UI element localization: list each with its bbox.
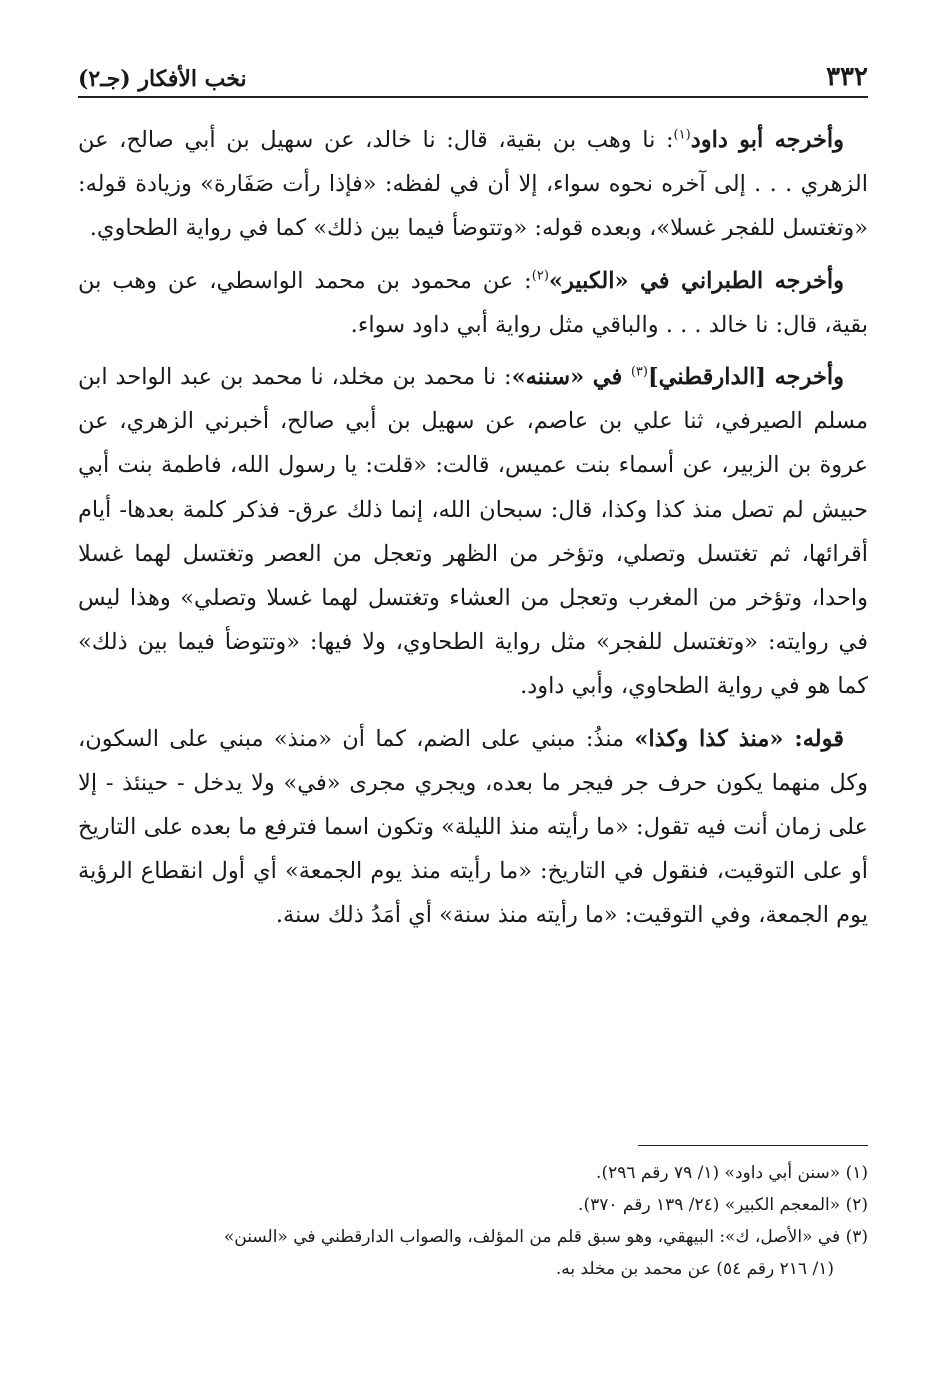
footnote-ref: (٣) (630, 364, 648, 380)
footnotes (78, 1158, 868, 1284)
paragraph-daraqutni (78, 355, 868, 709)
footnote-ref: (٢) (531, 268, 549, 284)
paragraph-lead: قوله: «منذ كذا وكذا» (634, 725, 845, 752)
paragraph-text: : نا وهب بن بقية، قال: نا خالد، عن سهيل بن أبي صالح، عن الزهري . . . إلى آخره نحوه سواء، إلا أن في لفظه: «فإذا رأت صَفَارة» وزيادة قوله: «وتغتسل للفجر غسلا»، وبعده قوله: «وتتوضأ فيما بين ذلك» كما في رواية الطحاوي. (78, 127, 868, 242)
footnote-3: (٣) في «الأصل، ك»: البيهقي، وهو سبق قلم من المؤلف، والصواب الدارقطني في «السنن» (223, 1227, 868, 1247)
paragraph-abu-dawud (78, 118, 868, 251)
page-header (78, 56, 868, 98)
running-title: نخب الأفكار (جـ٢) (78, 66, 247, 92)
paragraph-lead-continued: في «سننه» (511, 364, 631, 391)
paragraph-lead: وأخرجه الطبراني في «الكبير» (548, 267, 845, 294)
footnote-3-continuation: (١/ ٢١٦ رقم ٥٤) عن محمد بن مخلد به. (555, 1259, 834, 1279)
paragraph-text: : عن محمود بن محمد الواسطي، عن وهب بن بقية، قال: نا خالد . . . والباقي مثل رواية أبي داود سواء. (78, 267, 868, 338)
page-number: ٣٣٢ (826, 62, 868, 92)
footnote-1: (١) «سنن أبي داود» (١/ ٧٩ رقم ٢٩٦). (596, 1163, 868, 1183)
paragraph-mundhu (78, 717, 868, 938)
footnote-separator (638, 1145, 868, 1146)
footnote-ref: (١) (673, 127, 691, 143)
paragraph-tabarani (78, 259, 868, 347)
paragraph-lead: وأخرجه أبو داود (690, 127, 844, 153)
footnote-2: (٢) «المعجم الكبير» (٢٤/ ١٣٩ رقم ٣٧٠). (578, 1195, 868, 1215)
main-text (78, 118, 868, 946)
paragraph-text: : نا محمد بن مخلد، نا محمد بن عبد الواحد ابن مسلم الصيرفي، ثنا علي بن عاصم، عن سهيل بن أبي صالح، أخبرني الزهري، عن عروة بن الزبير، عن أسماء بنت عميس، قالت: «قلت: يا رسول الله، فاطمة بنت أبي حبيش لم تصل منذ كذا وكذا، قال: سبحان الله، إنما ذلك عرق- فذكر كلمة بعدها- أيام أقرائها، ثم تغتسل وتصلي، وتؤخر من الظهر وتعجل من العصر وتغتسل لهما غسلا واحدا، وتؤخر من المغرب وتعجل من العشاء وتغتسل لهما غسلا وتصلي» وهذا ليس في روايته: «وتغتسل للفجر» مثل رواية الطحاوي، ولا فيها: «وتتوضأ فيما بين ذلك» كما هو في رواية الطحاوي، وأبي داود. (78, 364, 868, 700)
paragraph-text: منذُ: مبني على الضم، كما أن «منذ» مبني على السكون، وكل منهما يكون حرف جر فيجر ما بعده، ويجري مجرى «في» ولا يدخل - حينئذ - إلا على زمان أنت فيه تقول: «ما رأيته منذ الليلة» وتكون اسما فترفع ما بعده على التاريخ أو على التوقيت، فنقول في التاريخ: «ما رأيته منذ يوم الجمعة» أي أول انقطاع الرؤية يوم الجمعة، وفي التوقيت: «ما رأيته منذ سنة» أي أمَدُ ذلك سنة. (78, 725, 868, 929)
paragraph-lead: وأخرجه [الدارقطني] (647, 364, 845, 391)
